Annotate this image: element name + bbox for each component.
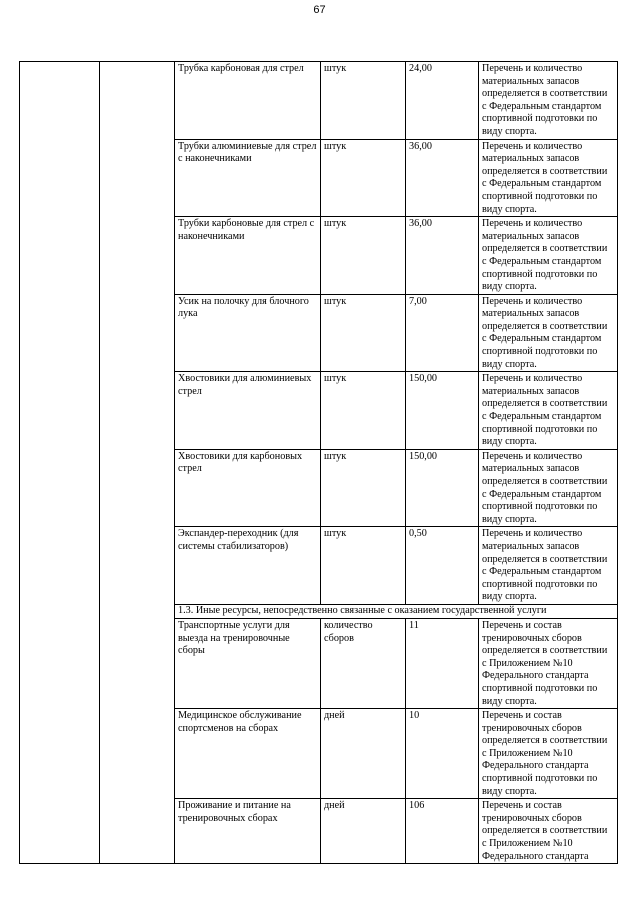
item-name-cell: Экспандер-переходник (для системы стабилизаторов) — [175, 527, 321, 605]
item-name-cell: Проживание и питание на тренировочных сборах — [175, 799, 321, 864]
quantity-cell: 36,00 — [406, 139, 479, 217]
note-cell: Перечень и количество материальных запасов определяется в соответствии с Федеральным стандартом спортивной подготовки по виду спорта. — [479, 217, 618, 295]
quantity-cell: 11 — [406, 618, 479, 708]
unit-cell: штук — [321, 449, 406, 527]
page-number: 67 — [313, 4, 326, 16]
quantity-cell: 106 — [406, 799, 479, 864]
item-name-cell: Трубки карбоновые для стрел с наконечниками — [175, 217, 321, 295]
unit-cell: штук — [321, 527, 406, 605]
quantity-cell: 10 — [406, 709, 479, 799]
quantity-cell: 150,00 — [406, 372, 479, 450]
unit-cell: штук — [321, 139, 406, 217]
quantity-cell: 36,00 — [406, 217, 479, 295]
unit-cell: дней — [321, 799, 406, 864]
note-cell: Перечень и состав тренировочных сборов определяется в соответствии с Приложением №10 Федерального стандарта спортивной подготовки по виду спорта. — [479, 618, 618, 708]
note-cell: Перечень и количество материальных запасов определяется в соответствии с Федеральным стандартом спортивной подготовки по виду спорта. — [479, 449, 618, 527]
blank-column-1 — [20, 62, 100, 864]
quantity-cell: 24,00 — [406, 62, 479, 140]
unit-cell: дней — [321, 709, 406, 799]
section-heading: 1.3. Иные ресурсы, непосредственно связанные с оказанием государственной услуги — [175, 604, 618, 618]
item-name-cell: Транспортные услуги для выезда на тренировочные сборы — [175, 618, 321, 708]
unit-cell: штук — [321, 62, 406, 140]
note-cell: Перечень и состав тренировочных сборов определяется в соответствии с Приложением №10 Федерального стандарта спортивной подготовки по виду спорта. — [479, 709, 618, 799]
quantity-cell: 7,00 — [406, 294, 479, 372]
unit-cell: штук — [321, 372, 406, 450]
resources-table — [19, 61, 618, 864]
item-name-cell: Трубки алюминиевые для стрел с наконечниками — [175, 139, 321, 217]
item-name-cell: Хвостовики для алюминиевых стрел — [175, 372, 321, 450]
blank-column-2 — [100, 62, 175, 864]
note-cell: Перечень и состав тренировочных сборов определяется в соответствии с Приложением №10 Федерального стандарта — [479, 799, 618, 864]
quantity-cell: 150,00 — [406, 449, 479, 527]
note-cell: Перечень и количество материальных запасов определяется в соответствии с Федеральным стандартом спортивной подготовки по виду спорта. — [479, 294, 618, 372]
item-name-cell: Хвостовики для карбоновых стрел — [175, 449, 321, 527]
note-cell: Перечень и количество материальных запасов определяется в соответствии с Федеральным стандартом спортивной подготовки по виду спорта. — [479, 527, 618, 605]
item-name-cell: Медицинское обслуживание спортсменов на сборах — [175, 709, 321, 799]
note-cell: Перечень и количество материальных запасов определяется в соответствии с Федеральным стандартом спортивной подготовки по виду спорта. — [479, 62, 618, 140]
table-row — [20, 62, 618, 140]
unit-cell: количество сборов — [321, 618, 406, 708]
note-cell: Перечень и количество материальных запасов определяется в соответствии с Федеральным стандартом спортивной подготовки по виду спорта. — [479, 372, 618, 450]
note-cell: Перечень и количество материальных запасов определяется в соответствии с Федеральным стандартом спортивной подготовки по виду спорта. — [479, 139, 618, 217]
unit-cell: штук — [321, 294, 406, 372]
item-name-cell: Трубка карбоновая для стрел — [175, 62, 321, 140]
quantity-cell: 0,50 — [406, 527, 479, 605]
item-name-cell: Усик на полочку для блочного лука — [175, 294, 321, 372]
unit-cell: штук — [321, 217, 406, 295]
